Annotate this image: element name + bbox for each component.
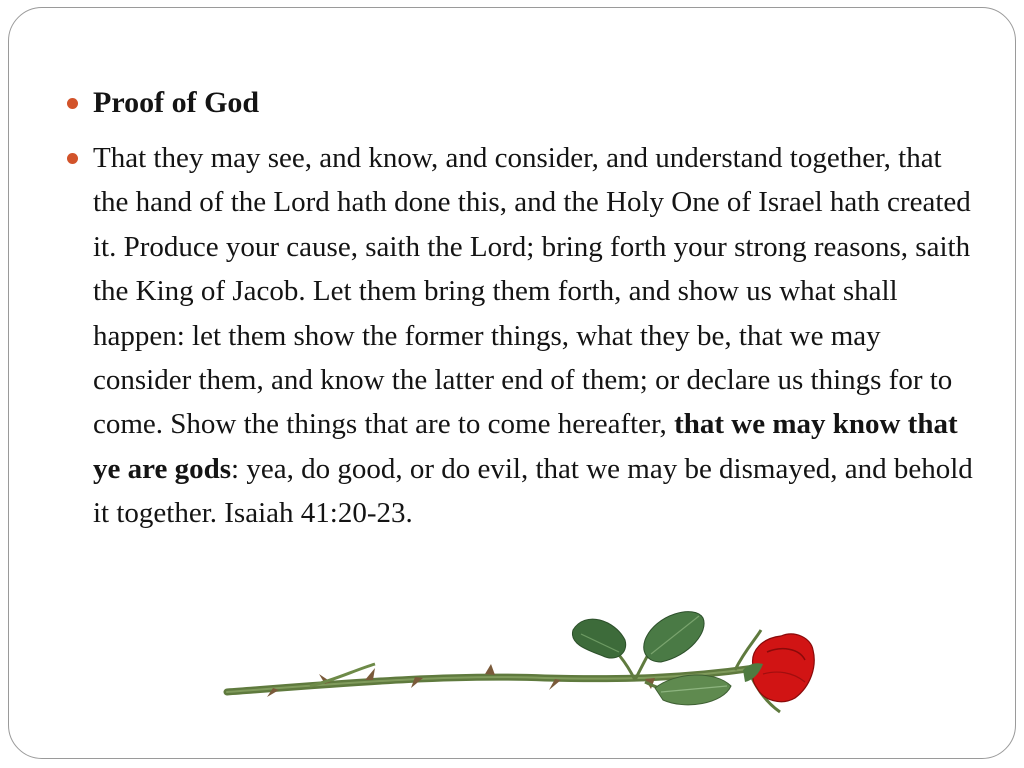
bullet-scripture bbox=[62, 136, 973, 536]
slide-content bbox=[62, 82, 982, 536]
scripture-text: That they may see, and know, and consider, and understand together, that the hand of the Lord hath done this, and the Holy One of Israel hath created it. Produce your cause, saith the Lord; bring forth your strong reasons, saith the King of Jacob. Let them bring them forth, and show us what shall happen: let them show the former things, what they be, that we may consider them, and know the latter end of them; or declare us things for to come. Show the things that are to come hereafter, bbox=[93, 142, 971, 441]
bullet-title bbox=[62, 82, 982, 124]
bullet-dot-icon bbox=[67, 153, 78, 164]
rose-icon bbox=[215, 600, 825, 730]
bullet-dot-icon bbox=[67, 98, 78, 109]
slide-title-text: Proof of God bbox=[93, 86, 260, 119]
scripture-text-end: : yea, do good, or do evil, that we may be dismayed, and behold it together. Isaiah 41:20-23. bbox=[93, 452, 973, 530]
scripture-emphasis: that we may know that ye are gods bbox=[93, 408, 958, 485]
